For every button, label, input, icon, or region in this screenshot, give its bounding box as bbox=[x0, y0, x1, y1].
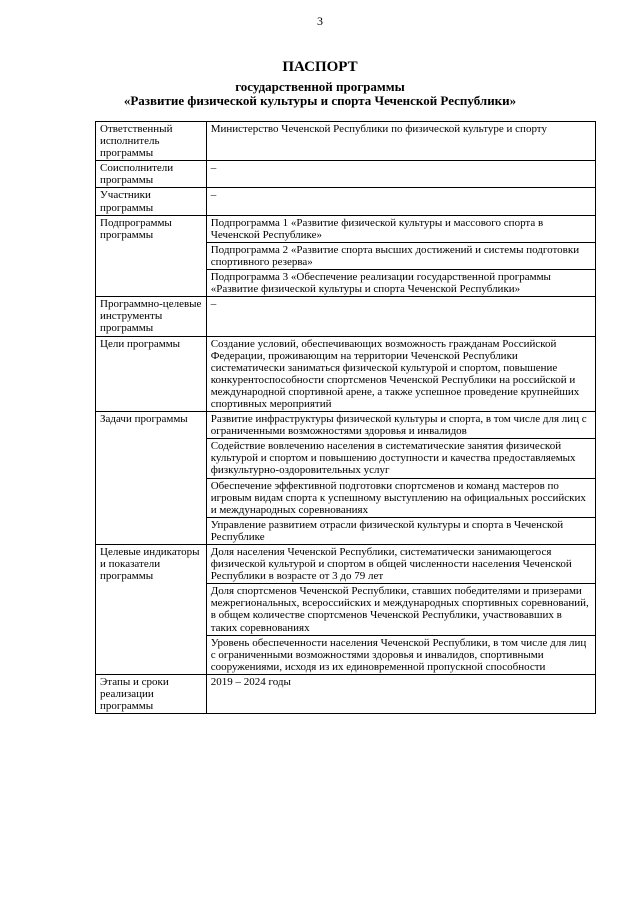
row-label: Соисполнители программы bbox=[96, 161, 207, 188]
row-value: Подпрограмма 2 «Развитие спорта высших достижений и системы подготовки спортивного резерва» bbox=[206, 242, 595, 269]
row-value: – bbox=[206, 161, 595, 188]
table-row bbox=[96, 412, 596, 439]
passport-table bbox=[95, 121, 596, 714]
document-title: ПАСПОРТ bbox=[282, 59, 358, 75]
row-label: Ответственный исполнитель программы bbox=[96, 122, 207, 161]
row-label: Задачи программы bbox=[96, 412, 207, 545]
table-row bbox=[96, 215, 596, 242]
table-row bbox=[96, 545, 596, 584]
title-block bbox=[0, 58, 640, 108]
table-row bbox=[96, 122, 596, 161]
row-value: 2019 – 2024 годы bbox=[206, 674, 595, 713]
row-label: Этапы и сроки реализации программы bbox=[96, 674, 207, 713]
row-value: Министерство Чеченской Республики по физической культуре и спорту bbox=[206, 122, 595, 161]
row-value: – bbox=[206, 188, 595, 215]
table-row bbox=[96, 161, 596, 188]
passport-table-body bbox=[96, 122, 596, 714]
table-row bbox=[96, 674, 596, 713]
row-value: Содействие вовлечению населения в систематические занятия физической культурой и спортом и повышению доступности и качества предоставляемых физкультурно-оздоровительных услуг bbox=[206, 439, 595, 478]
row-value: Обеспечение эффективной подготовки спортсменов и команд мастеров по игровым видам спорта к успешному выступлению на официальных российских и международных соревнованиях bbox=[206, 478, 595, 517]
document-subtitle: государственной программы bbox=[235, 79, 405, 94]
table-row bbox=[96, 297, 596, 336]
table-row bbox=[96, 188, 596, 215]
row-label: Участники программы bbox=[96, 188, 207, 215]
row-label: Целевые индикаторы и показатели программы bbox=[96, 545, 207, 675]
row-label: Программно-целевые инструменты программы bbox=[96, 297, 207, 336]
row-value: Управление развитием отрасли физической культуры и спорта в Чеченской Республике bbox=[206, 517, 595, 544]
row-value: Развитие инфраструктуры физической культуры и спорта, в том числе для лиц с ограниченными возможностями здоровья и инвалидов bbox=[206, 412, 595, 439]
row-value: Создание условий, обеспечивающих возможность гражданам Российской Федерации, проживающим на территории Чеченской Республики систематически заниматься физической культурой и спортом, повышение конкурентоспособности спортсменов Чеченской Республики на российской и международной спортивной арене, а также успешное проведение крупнейших спортивных мероприятий bbox=[206, 336, 595, 412]
row-label: Подпрограммы программы bbox=[96, 215, 207, 297]
row-value: Уровень обеспеченности населения Чеченской Республики, в том числе для лиц с ограниченными возможностями здоровья и инвалидов, спортивными сооружениями, исходя из их единовременной пропускной способности bbox=[206, 635, 595, 674]
page-number: 3 bbox=[317, 14, 323, 28]
row-value: Подпрограмма 3 «Обеспечение реализации государственной программы «Развитие физической культуры и спорта Чеченской Республики» bbox=[206, 270, 595, 297]
row-label: Цели программы bbox=[96, 336, 207, 412]
program-name: «Развитие физической культуры и спорта Чеченской Республики» bbox=[123, 93, 517, 108]
row-value: – bbox=[206, 297, 595, 336]
row-value: Подпрограмма 1 «Развитие физической культуры и массового спорта в Чеченской Республике» bbox=[206, 215, 595, 242]
row-value: Доля населения Чеченской Республики, систематически занимающегося физической культурой и спортом в общей численности населения Чеченской Республики в возрасте от 3 до 79 лет bbox=[206, 545, 595, 584]
row-value: Доля спортсменов Чеченской Республики, ставших победителями и призерами межрегиональных, всероссийских и международных спортивных соревнований, в общем количестве спортсменов Чеченской Республики, участвовавших в таких соревнованиях bbox=[206, 584, 595, 635]
table-row bbox=[96, 336, 596, 412]
